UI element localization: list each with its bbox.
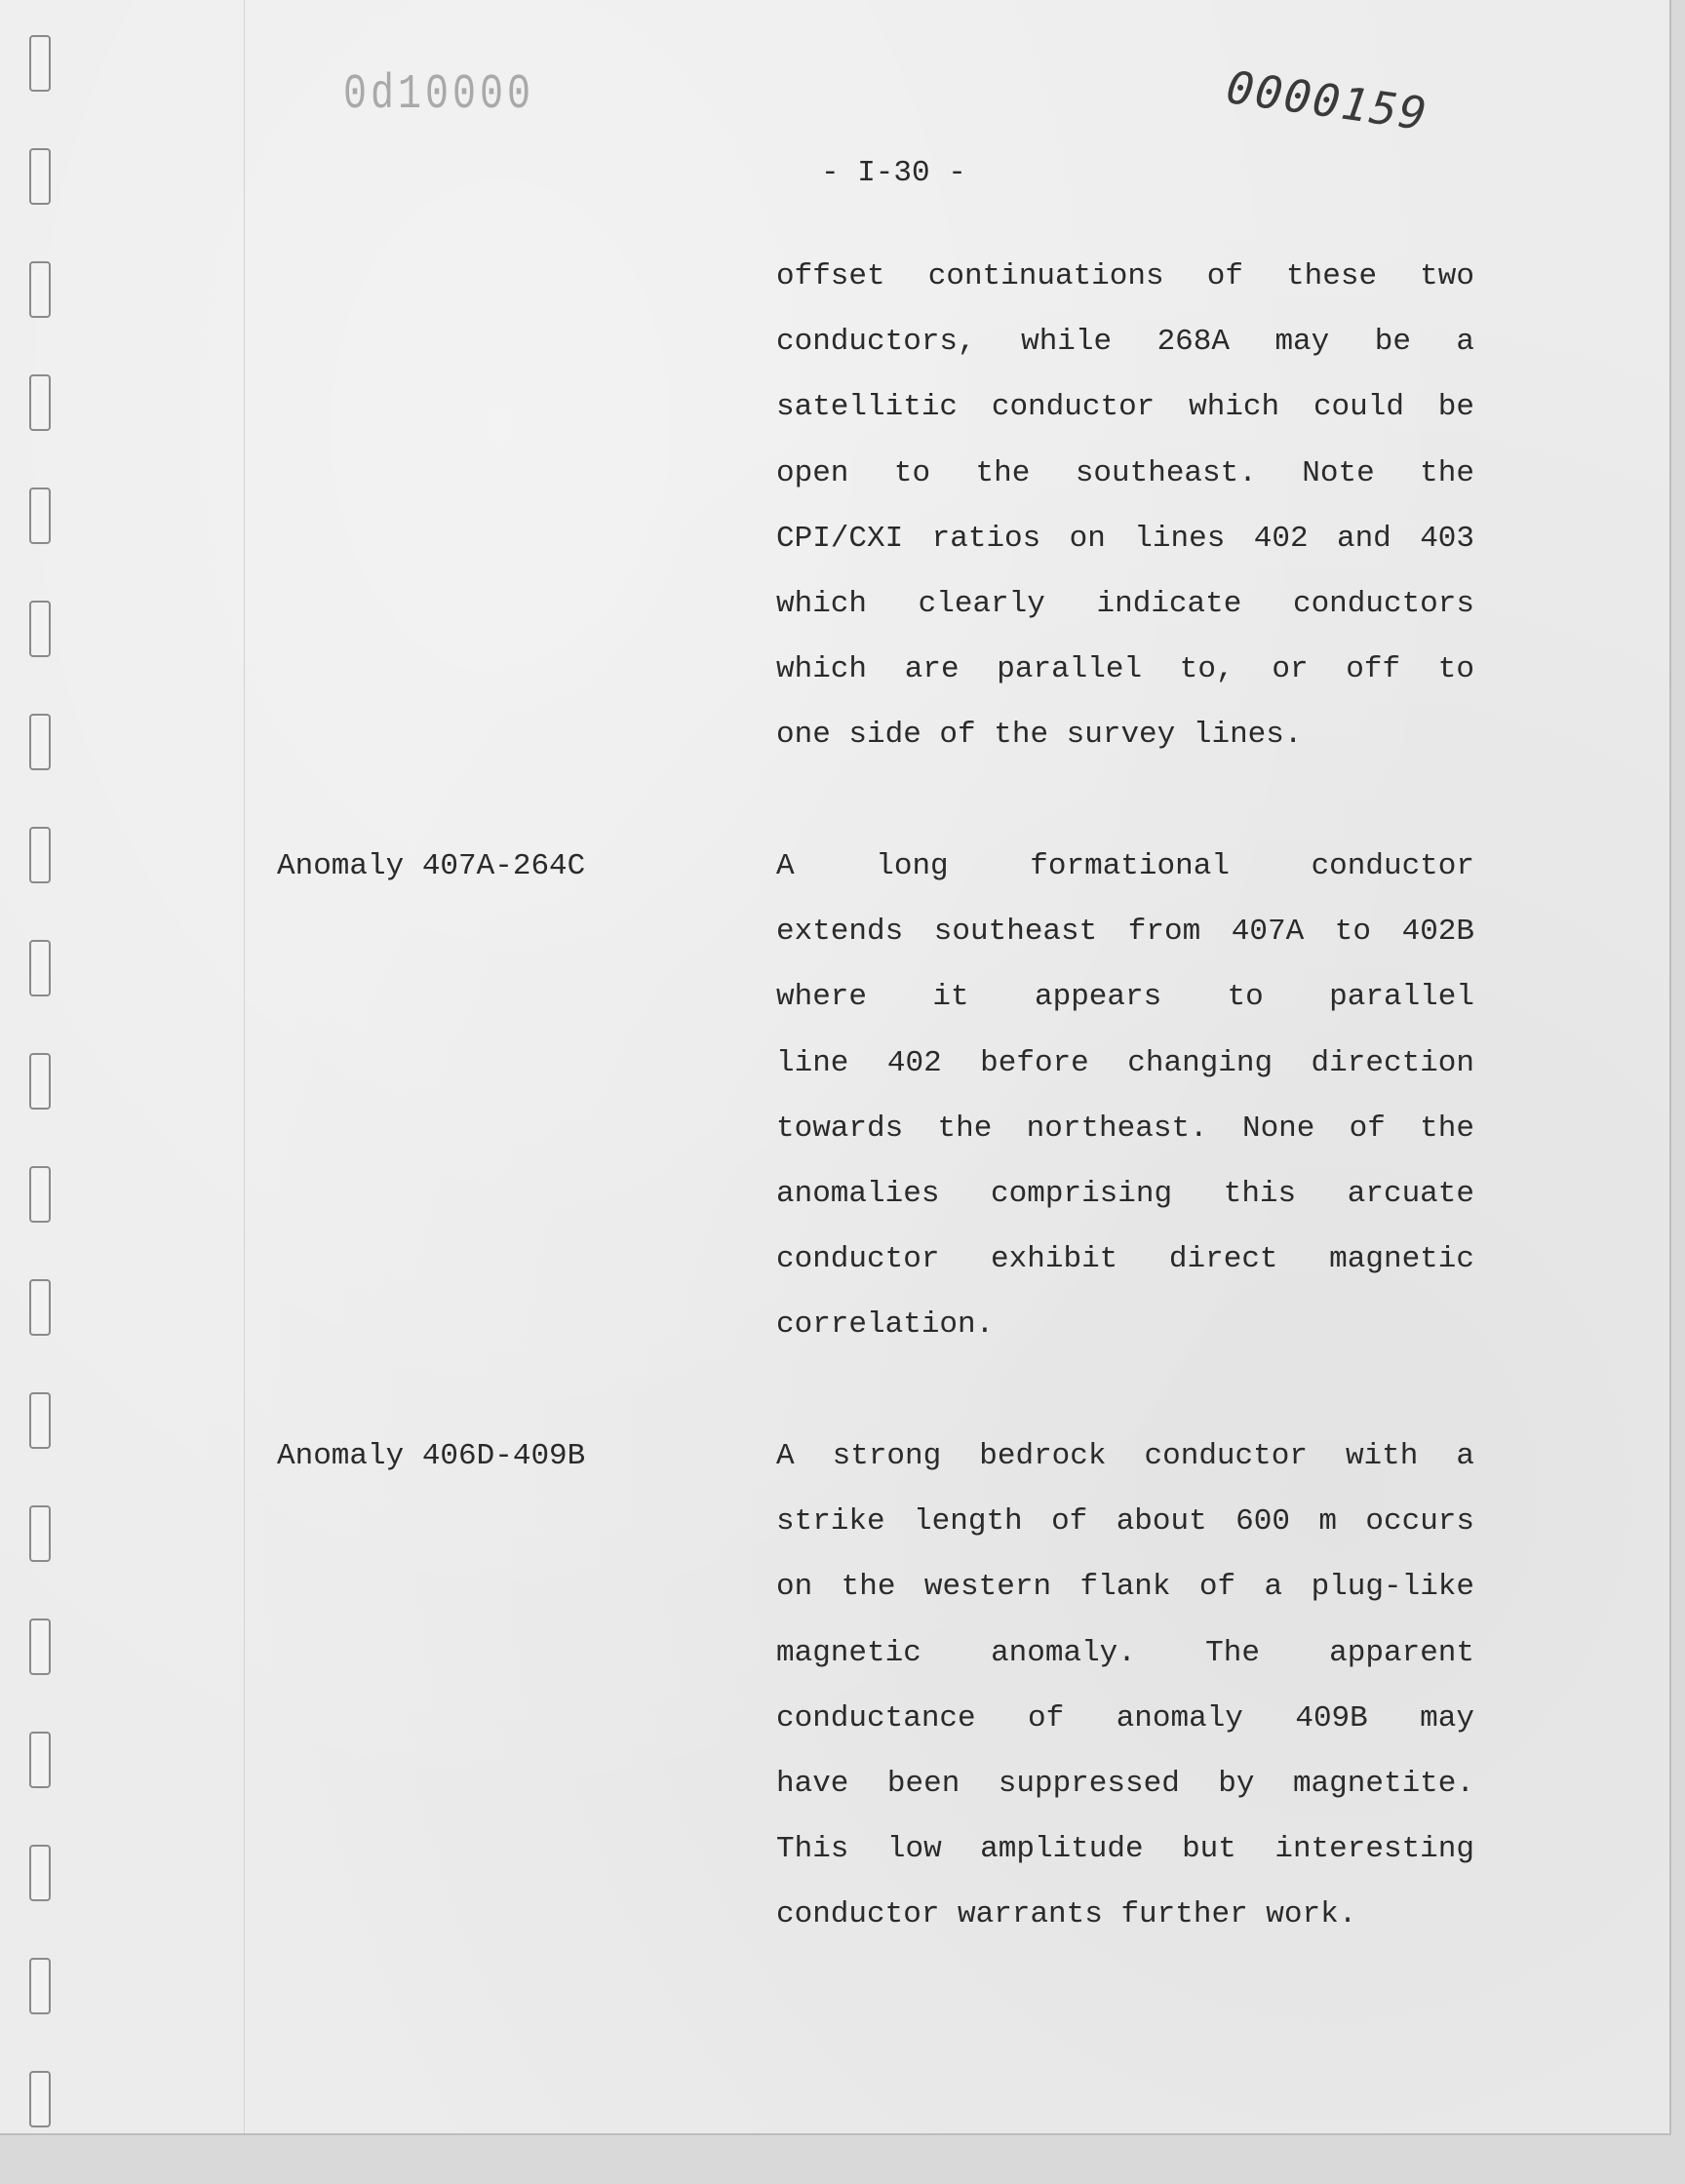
paragraph-anomaly-407a-264c: [776, 834, 1474, 1358]
binder-hole: [29, 148, 51, 205]
text-line: A long formational conductor: [776, 849, 1474, 883]
text-line: line 402 before changing direction: [776, 1045, 1474, 1080]
faded-stamp-number: 0d10000: [343, 68, 535, 124]
text-line: extends southeast from 407A to 402B: [776, 915, 1474, 950]
section-label-anomaly-406d-409b: Anomaly 406D-409B: [277, 1439, 586, 1473]
text-line: conductor exhibit direct magnetic: [776, 1242, 1474, 1277]
text-line: conductance of anomaly 409B may: [776, 1700, 1474, 1736]
text-line: open to the southeast. Note the: [776, 455, 1474, 490]
text-line: offset continuations of these two: [776, 259, 1474, 293]
binder-hole: [29, 1053, 51, 1110]
text-line: conductors, while 268A may be a: [776, 325, 1474, 360]
text-line: where it appears to parallel: [776, 980, 1474, 1015]
binder-hole: [29, 1732, 51, 1788]
text-line: towards the northeast. None of the: [776, 1111, 1474, 1146]
binder-hole: [29, 1505, 51, 1562]
binder-hole: [29, 1166, 51, 1223]
text-line: conductor warrants further work.: [776, 1897, 1357, 1932]
binder-hole: [29, 488, 51, 544]
paragraph-continuation: [776, 244, 1474, 768]
binder-hole: [29, 374, 51, 431]
binder-hole: [29, 827, 51, 883]
text-line: which clearly indicate conductors: [776, 586, 1474, 621]
text-line: have been suppressed by magnetite.: [776, 1766, 1474, 1801]
text-line: CPI/CXI ratios on lines 402 and 403: [776, 521, 1474, 556]
page-number: - I-30 -: [821, 156, 966, 190]
binder-hole: [29, 1958, 51, 2014]
binder-hole: [29, 35, 51, 92]
binder-hole: [29, 261, 51, 318]
binder-holes: [29, 35, 53, 2184]
text-line: which are parallel to, or off to: [776, 652, 1474, 687]
binder-hole: [29, 1392, 51, 1449]
text-line: satellitic conductor which could be: [776, 390, 1474, 425]
binder-hole: [29, 601, 51, 657]
text-line: magnetic anomaly. The apparent: [776, 1635, 1474, 1670]
text-line: A strong bedrock conductor with a: [776, 1439, 1474, 1473]
text-line: This low amplitude but interesting: [776, 1832, 1474, 1867]
text-line: one side of the survey lines.: [776, 718, 1303, 753]
binder-hole: [29, 714, 51, 770]
section-label-anomaly-407a-264c: Anomaly 407A-264C: [277, 849, 586, 883]
text-line: strike length of about 600 m occurs: [776, 1504, 1474, 1540]
text-line: correlation.: [776, 1307, 995, 1343]
paragraph-anomaly-406d-409b: [776, 1424, 1474, 1948]
binder-hole: [29, 1279, 51, 1336]
text-line: on the western flank of a plug-like: [776, 1570, 1474, 1605]
handwritten-page-stamp: 0000159: [1223, 60, 1431, 141]
binder-hole: [29, 1845, 51, 1901]
binder-hole: [29, 2071, 51, 2127]
binder-hole: [29, 1618, 51, 1675]
text-line: anomalies comprising this arcuate: [776, 1176, 1474, 1211]
margin-rule: [244, 0, 245, 2133]
binder-hole: [29, 940, 51, 996]
